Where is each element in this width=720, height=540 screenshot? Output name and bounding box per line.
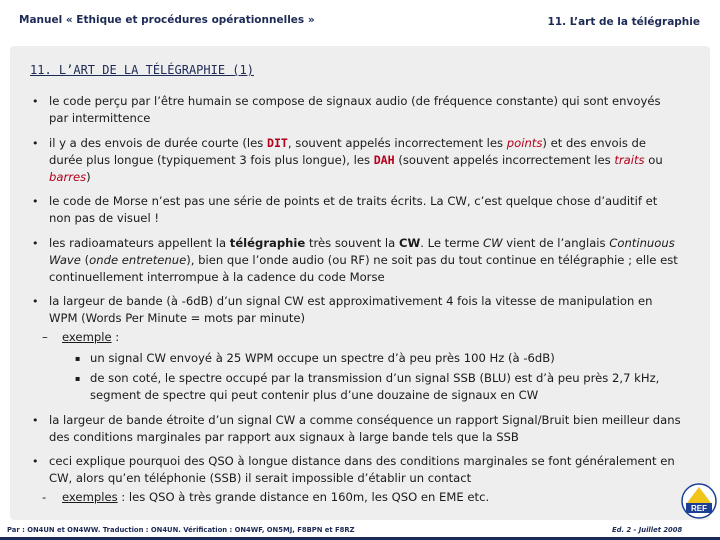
bullet-text: , souvent appelés incorrectement les [287,135,507,150]
examples-label: exemples [62,490,118,504]
bullet-text: la largeur de bande étroite d’un signal CW a comme conséquence un rapport Signal/Bruit bien meilleur dans des conditions marginales par rapport aux signaux à large bande tels que la SSB [49,412,681,444]
sub-item [42,489,682,506]
bullet-item [32,412,682,446]
bullet-text: le code perçu par l’être humain se compose de signaux audio (de fréquence constante) qui sont envoyés par intermittence [49,94,661,125]
examples-text: : les QSO à très grande distance en 160m, les QSO en EME etc. [117,490,490,504]
bullet-item [32,293,682,404]
slide-content [10,46,710,520]
chapter-title: 11. L’art de la télégraphie [547,16,700,28]
cw-italic-term: CW [483,235,503,250]
bullet-item [32,93,682,127]
header [0,0,720,46]
bullet-item [32,135,682,186]
slide-title: 11. L’ART DE LA TÉLÉGRAPHIE (1) [30,63,254,77]
footer-edition: Ed. 2 - Juillet 2008 [612,526,683,534]
sub-sub-list [75,350,682,404]
bullet-text: (souvent appelés incorrectement les [394,152,615,167]
footer-credits: Par : ON4UN et ON4WW. Traduction : ON4UN. Vérification : ON4WF, ON5MJ, F8BPN et F8RZ [7,526,355,534]
sub-list [42,489,682,506]
bullet-item [32,235,682,286]
ref-logo-icon [680,481,718,525]
bullet-text: ceci explique pourquoi des QSO à longue distance dans des conditions marginales se font généralement en CW, alors qu’en téléphonie (SSB) il serait impossible d’établir un contact [49,454,675,485]
bullet-text: ) et des envois de durée plus longue (typiquement 3 fois plus longue), les [49,135,647,167]
dah-term: DAH [373,152,395,167]
bullet-text: il y a des envois de durée courte (les [49,135,267,150]
dash-marker: – [42,330,48,344]
onde-entretenue-term: onde entretenue [89,252,187,267]
sub-item [42,329,682,404]
points-term: points [506,135,543,150]
logo-text: REF [691,504,707,513]
bullet-text: . Le terme [420,235,484,250]
bullet-text: ( [80,252,90,267]
cw-term: CW [398,235,421,250]
bullet-text: ), bien que l’onde audio (ou RF) ne soit pas du tout continue en télégraphie ; elle est continuellement interrompue à la cadence du code Morse [49,252,678,284]
sub-list [42,329,682,404]
sub-sub-item: ▪ un signal CW envoyé à 25 WPM occupe un spectre d’à peu près 100 Hz (à -6dB) [75,350,682,367]
sub-sub-item: ▪ de son coté, le spectre occupé par la transmission d’un signal SSB (BLU) est d’à peu près 2,7 kHz, segment de spectre qui peut contenir plus d’une douzaine de signaux en CW [75,370,682,404]
dit-term: DIT [266,135,288,150]
example-label: exemple [62,330,112,344]
bullet-item [32,193,682,227]
document-title: Manuel « Ethique et procédures opérationnelles » [19,14,315,26]
bullet-text: les radioamateurs appellent la [49,235,230,250]
bullet-item [32,453,682,506]
telegraphie-term: télégraphie [229,235,306,250]
bullet-text: très souvent la [305,235,399,250]
bullet-text: ) [86,169,91,184]
bullet-text: ou [644,152,663,167]
barres-term: barres [49,169,87,184]
bullet-text: la largeur de bande (à -6dB) d’un signal CW est approximativement 4 fois la vitesse de manipulation en WPM (Words Per Minute = mots par minute) [49,294,653,325]
continuous-wave-term: Continuous Wave [49,235,675,267]
bullet-list [32,93,682,514]
bullet-text: le code de Morse n’est pas une série de points et de traits écrits. La CW, c’est quelque chose d’auditif et non pas de visuel ! [49,194,658,225]
example-colon: : [111,330,120,344]
bullet-text: vient de l’anglais [502,235,610,250]
dash-marker: - [42,490,47,504]
traits-term: traits [614,152,645,167]
